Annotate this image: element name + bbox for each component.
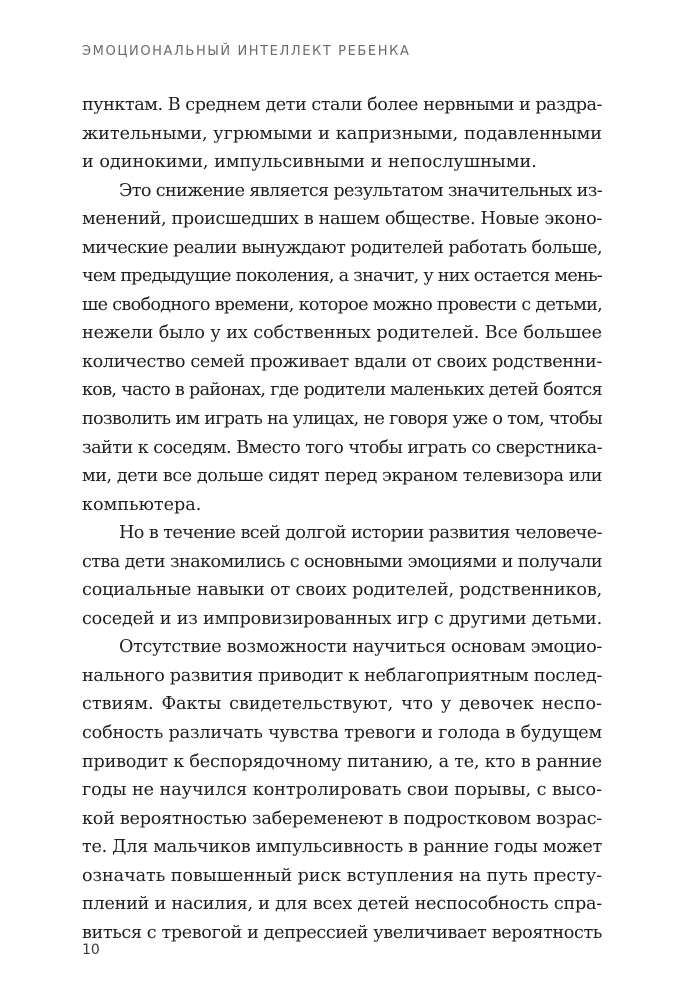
text-line: социальные навыки от своих родителей, родственников, <box>82 580 602 601</box>
text-line: и одинокими, импульсивными и непослушными. <box>82 152 537 173</box>
text-line: ства дети знакомились с основными эмоциями и получали <box>82 551 603 572</box>
text-line: приводит к беспорядочному питанию, а те, кто в ранние <box>82 751 602 772</box>
text-line: виться с тревогой и депрессией увеличивает вероятность <box>82 922 602 943</box>
text-line: те. Для мальчиков импульсивность в ранние годы может <box>82 837 602 858</box>
text-line: соседей и из импровизированных игр с другими детьми. <box>82 608 602 629</box>
text-line: ствиям. Факты свидетельствуют, что у девочек неспо- <box>82 694 602 715</box>
body-text <box>82 91 602 947</box>
text-line: ков, часто в районах, где родители маленьких детей боятся <box>82 380 602 401</box>
text-line: жительными, угрюмыми и капризными, подавленными <box>82 123 602 144</box>
text-line: менений, происшедших в нашем обществе. Новые эконо- <box>82 209 602 230</box>
text-line: количество семей проживает вдали от своих родственни- <box>82 351 602 372</box>
text-line: Но в течение всей долгой истории развития человече- <box>119 523 602 544</box>
text-line: пунктам. В среднем дети стали более нервными и раздра- <box>82 95 602 115</box>
text-line: компьютера. <box>82 494 202 515</box>
text-line: нежели было у их собственных родителей. Все большее <box>82 323 602 344</box>
text-line: Это снижение является результатом значительных из- <box>119 180 602 201</box>
text-line: Отсутствие возможности научиться основам эмоцио- <box>119 637 602 658</box>
text-line: чем предыдущие поколения, а значит, у них остается мень- <box>82 266 602 287</box>
text-line: ше свободного времени, которое можно провести с детьми, <box>82 294 602 315</box>
text-line: позволить им играть на улицах, не говоря уже о том, чтобы <box>82 409 602 430</box>
text-line: зайти к соседям. Вместо того чтобы играть со сверстника- <box>82 437 602 458</box>
text-line: плений и насилия, и для всех детей неспособность спра- <box>82 894 602 915</box>
text-line: означать повышенный риск вступления на путь престу- <box>82 865 602 886</box>
text-line: мические реалии вынуждают родителей работать больше, <box>82 237 602 258</box>
text-line: нального развития приводит к неблагоприятным послед- <box>82 665 602 686</box>
text-line: собность различать чувства тревоги и голода в будущем <box>82 723 602 744</box>
page-number: 10 <box>82 942 100 958</box>
text-line: кой вероятностью забеременеют в подростковом возрас- <box>82 808 602 829</box>
text-line: годы не научился контролировать свои порывы, с высо- <box>82 780 602 801</box>
text-line: ми, дети все дольше сидят перед экраном телевизора или <box>82 466 602 487</box>
running-head: ЭМОЦИОНАЛЬНЫЙ ИНТЕЛЛЕКТ РЕБЕНКА <box>82 44 411 59</box>
